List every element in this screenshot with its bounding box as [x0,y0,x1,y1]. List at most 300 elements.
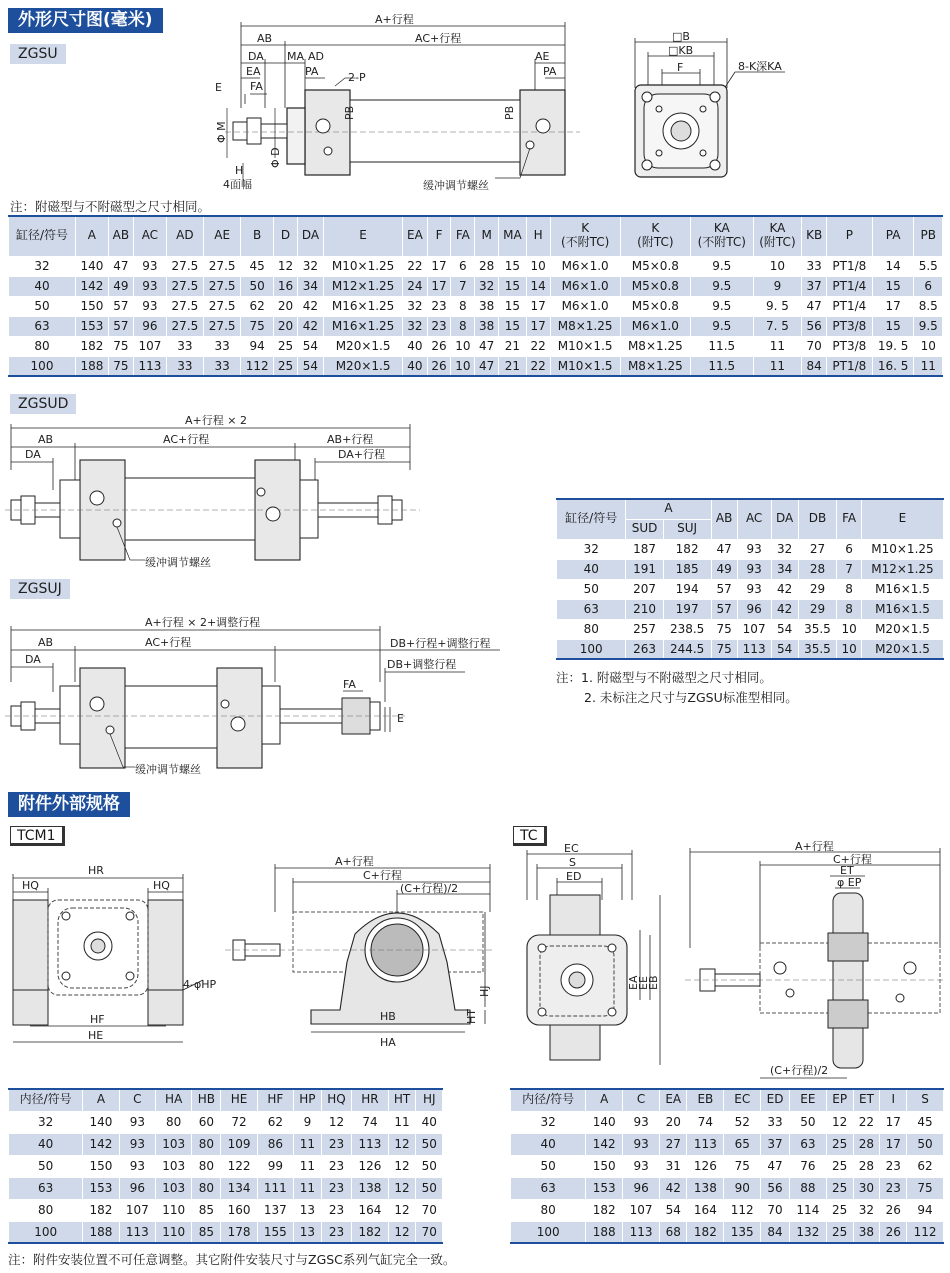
double-cell: 185 [663,559,711,579]
zgsu-cell: M10×1.25 [324,256,403,276]
zgsu-cell: 33 [204,356,241,376]
zgsu-cell: 26 [427,336,451,356]
double-cell: 197 [663,599,711,619]
tc-cell: 132 [789,1221,826,1243]
zgsu-cell: 26 [427,356,451,376]
zgsu-header-7: D [274,216,298,256]
tc-cell: 12 [826,1111,853,1133]
zgsu-cell: 49 [108,276,133,296]
zgsu-cell: 11 [753,336,802,356]
zgsuj-label-da: DA [25,653,41,666]
tcm1-cell: 155 [257,1221,293,1243]
zgsu-label-2p: 2-P [348,71,366,84]
tc-cell: 150 [586,1155,623,1177]
double-cell: 75 [711,639,737,659]
tcm1-cell: 178 [221,1221,257,1243]
double-cell: M20×1.5 [861,619,943,639]
tcm1-cell: 11 [388,1111,416,1133]
zgsu-label-ac-stroke: AC+行程 [415,32,462,45]
tc-label-c-stroke: C+行程 [833,853,872,866]
tc-cell: 188 [586,1221,623,1243]
tcm1-cell: 80 [9,1199,83,1221]
double-cell: 107 [737,619,771,639]
zgsu-cell: M20×1.5 [324,356,403,376]
double-cell: 34 [771,559,798,579]
zgsu-cell: 15 [499,256,527,276]
double-spec-table [556,498,944,660]
tc-label-et: ET [840,864,854,877]
tcm1-cell: 80 [156,1111,192,1133]
tc-cell: 90 [724,1177,761,1199]
zgsu-cell: 93 [134,256,167,276]
tc-cell: 26 [880,1221,907,1243]
tc-header-6: ED [761,1089,790,1111]
zgsu-label-cushion: 缓冲调节螺丝 [423,179,489,192]
zgsu-header-2: AB [108,216,133,256]
tc-cell: 138 [687,1177,724,1199]
zgsud-label-da: DA [25,448,41,461]
tcm1-header-11: HJ [416,1089,443,1111]
tcm1-cell: 12 [388,1221,416,1243]
tcm1-cell: 142 [83,1133,119,1155]
zgsu-cell: PT3/8 [827,316,873,336]
tcm1-cell: 80 [192,1177,221,1199]
tcm1-label-4hp: 4-φHP [183,978,217,991]
zgsu-cell: 140 [76,256,109,276]
zgsu-label-e: E [215,81,222,94]
zgsud-label-a-stroke2: A+行程 × 2 [185,414,247,427]
tcm1-cell: 63 [9,1177,83,1199]
tc-label-ea: EA [627,975,640,990]
zgsu-header-11: F [427,216,451,256]
footer-note: 注：附件安装位置不可任意调整。其它附件安装尺寸与ZGSC系列气缸完全一致。 [8,1252,456,1267]
zgsu-cell: 7. 5 [753,316,802,336]
tc-cell: 182 [586,1199,623,1221]
zgsu-cell: 112 [241,356,274,376]
double-cell: 207 [626,579,663,599]
double-cell: 42 [771,579,798,599]
zgsu-cell: 27.5 [166,296,203,316]
double-cell: 27 [798,539,837,559]
tc-cell: 93 [623,1155,660,1177]
double-header-a: A [626,499,711,519]
tcm1-cell: 164 [352,1199,388,1221]
zgsu-cell: 75 [108,356,133,376]
zgsu-cell: 188 [76,356,109,376]
tcm1-side-view [215,852,500,1052]
zgsu-cell: 33 [802,256,827,276]
double-cell: M20×1.5 [861,639,943,659]
zgsu-header-21: P [827,216,873,256]
tcm1-cell: 86 [257,1133,293,1155]
tc-row [511,1111,944,1133]
double-row [557,619,944,639]
tc-cell: 135 [724,1221,761,1243]
zgsu-row [9,256,943,276]
zgsu-cell: 27.5 [204,256,241,276]
tc-cell: 114 [789,1199,826,1221]
tcm1-cell: 40 [416,1111,443,1133]
zgsu-cell: 25 [274,356,298,376]
zgsu-cell: 182 [76,336,109,356]
zgsu-cell: 33 [166,356,203,376]
zgsu-cell: PT1/8 [827,256,873,276]
tc-side-view [685,838,947,1083]
tc-cell: 93 [623,1111,660,1133]
double-header-sud: SUD [626,519,663,539]
tc-label-ec: EC [564,842,579,855]
zgsu-cell: 153 [76,316,109,336]
zgsu-note: 注：附磁型与不附磁型之尺寸相同。 [10,199,211,214]
tcm1-header-9: HR [352,1089,388,1111]
zgsu-cell: 33 [166,336,203,356]
tcm1-label-c-stroke: C+行程 [363,869,402,882]
zgsu-header-22: PA [872,216,914,256]
tcm1-cell: 23 [321,1133,352,1155]
zgsu-row [9,356,943,376]
tcm1-header-1: A [83,1089,119,1111]
zgsu-cell: 8 [451,316,475,336]
tc-cell: 100 [511,1221,586,1243]
zgsu-cell: 27.5 [166,316,203,336]
zgsu-cell: 150 [76,296,109,316]
zgsu-label-pb-right: PB [503,105,516,120]
tcm1-label-hr: HR [88,864,104,877]
zgsu-cell: 19. 5 [872,336,914,356]
double-row [557,639,944,659]
tc-cell: 142 [586,1133,623,1155]
double-header-db: DB [798,499,837,539]
tc-cell: 164 [687,1199,724,1221]
tcm1-cell: 70 [416,1221,443,1243]
double-cell: 7 [837,559,862,579]
tcm1-cell: 113 [119,1221,155,1243]
tc-cell: 50 [511,1155,586,1177]
zgsu-cell: 10 [451,356,475,376]
zgsu-cell: 6 [451,256,475,276]
tcm1-cell: 99 [257,1155,293,1177]
double-cell: M16×1.5 [861,579,943,599]
tc-row [511,1133,944,1155]
zgsu-cell: M6×1.0 [620,316,690,336]
tc-cell: 40 [511,1133,586,1155]
tc-cell: 42 [660,1177,687,1199]
tcm1-cell: 113 [352,1133,388,1155]
tcm1-tag: TCM1 [10,826,65,846]
zgsu-cell: 15 [872,316,914,336]
tc-cell: 26 [880,1199,907,1221]
tc-cell: 54 [660,1199,687,1221]
tcm1-cell: 93 [119,1133,155,1155]
double-cell: 8 [837,579,862,599]
zgsu-header-14: MA [499,216,527,256]
tcm1-cell: 32 [9,1111,83,1133]
zgsud-label-ab-stroke: AB+行程 [327,433,374,446]
zgsu-cell: 27.5 [204,316,241,336]
zgsu-label-phi-m: Φ M [215,121,228,143]
zgsu-label-4face: 4面幅 [223,178,252,191]
double-cell: 40 [557,559,626,579]
tc-cell: 113 [623,1221,660,1243]
zgsuj-tag: ZGSUJ [10,579,70,599]
zgsu-cell: 11 [914,356,943,376]
double-cell: 187 [626,539,663,559]
zgsu-cell: 38 [475,296,499,316]
double-cell: 35.5 [798,619,837,639]
zgsu-cell: 22 [526,336,550,356]
double-row [557,539,944,559]
tcm1-label-a-stroke: A+行程 [335,855,374,868]
tc-cell: 25 [826,1155,853,1177]
tcm1-header-8: HQ [321,1089,352,1111]
zgsu-cell: 9.5 [690,256,753,276]
zgsu-cell: 10 [753,256,802,276]
tcm1-cell: 23 [321,1199,352,1221]
zgsu-cell: 9.5 [690,316,753,336]
tc-cell: 25 [826,1199,853,1221]
zgsu-label-f: F [677,61,684,74]
tc-cell: 96 [623,1177,660,1199]
zgsu-label-sq-kb: □KB [668,44,694,57]
tcm1-row [9,1221,443,1243]
tc-label-s: S [569,856,576,869]
tc-cell: 63 [511,1177,586,1199]
double-cell: 50 [557,579,626,599]
zgsu-cell: 17 [427,256,451,276]
zgsu-cell: 62 [241,296,274,316]
double-header-da: DA [771,499,798,539]
zgsu-row [9,296,943,316]
zgsu-cell: 47 [108,256,133,276]
tc-cell: 65 [724,1133,761,1155]
tcm1-cell: 12 [388,1155,416,1177]
zgsu-cell: 40 [403,356,427,376]
zgsu-cell: 6 [914,276,943,296]
double-cell: 96 [737,599,771,619]
zgsu-end-view [620,30,790,190]
zgsu-cell: 16. 5 [872,356,914,376]
zgsu-cell: 27.5 [204,296,241,316]
tc-cell: 75 [907,1177,944,1199]
zgsud-tag: ZGSUD [10,394,76,414]
tc-cell: 37 [761,1133,790,1155]
zgsu-cell: 107 [134,336,167,356]
zgsu-cell: 15 [872,276,914,296]
tcm1-cell: 50 [9,1155,83,1177]
tcm1-cell: 23 [321,1177,352,1199]
tcm1-cell: 9 [294,1111,322,1133]
tcm1-cell: 122 [221,1155,257,1177]
tcm1-cell: 103 [156,1133,192,1155]
tc-cell: 45 [907,1111,944,1133]
zgsu-cell: 15 [499,316,527,336]
double-cell: 6 [837,539,862,559]
zgsu-cell: PT1/4 [827,296,873,316]
double-cell: 191 [626,559,663,579]
zgsuj-label-db-stroke-adj: DB+行程+调整行程 [390,637,491,650]
zgsu-cell: 28 [475,256,499,276]
zgsu-cell: PT1/4 [827,276,873,296]
zgsu-cell: 7 [451,276,475,296]
tc-cell: 17 [880,1133,907,1155]
double-cell: 42 [771,599,798,619]
tcm1-header-7: HP [294,1089,322,1111]
zgsu-cell: M5×0.8 [620,256,690,276]
zgsu-cell: 142 [76,276,109,296]
tcm1-label-hb: HB [380,1010,396,1023]
double-cell: 29 [798,579,837,599]
double-cell: 57 [711,599,737,619]
zgsu-cell: 22 [403,256,427,276]
zgsu-cell: 17 [427,276,451,296]
zgsu-cell: M12×1.25 [324,276,403,296]
double-header-e: E [861,499,943,539]
tcm1-label-hj: HJ [478,985,491,997]
zgsu-row [9,276,943,296]
zgsu-cell: 93 [134,276,167,296]
zgsu-cell: 10 [526,256,550,276]
zgsud-label-da-stroke: DA+行程 [338,448,386,461]
tc-cell: 126 [687,1155,724,1177]
tcm1-header-6: HF [257,1089,293,1111]
zgsu-cell: M20×1.5 [324,336,403,356]
tcm1-cell: 140 [83,1111,119,1133]
zgsu-cell: 11 [753,356,802,376]
tc-cell: 112 [907,1221,944,1243]
zgsu-cell: 32 [9,256,76,276]
zgsu-cell: 56 [802,316,827,336]
zgsu-header-0: 缸径/符号 [9,216,76,256]
tc-cell: 56 [761,1177,790,1199]
tc-cell: 28 [853,1155,880,1177]
tcm1-cell: 182 [352,1221,388,1243]
zgsu-row [9,316,943,336]
tcm1-cell: 85 [192,1199,221,1221]
zgsu-header-4: AD [166,216,203,256]
tc-header-4: EB [687,1089,724,1111]
double-cell: 100 [557,639,626,659]
zgsu-label-ab: AB [257,32,273,45]
double-cell: 75 [711,619,737,639]
double-cell: 210 [626,599,663,619]
zgsu-cell: 100 [9,356,76,376]
tcm1-label-he: HE [88,1029,104,1042]
zgsu-cell: 50 [9,296,76,316]
tc-cell: 20 [660,1111,687,1133]
tcm1-label-ht: HT [465,1009,478,1024]
tcm1-cell: 23 [321,1155,352,1177]
double-row [557,559,944,579]
tc-cell: 80 [511,1199,586,1221]
tc-tag: TC [513,826,547,846]
zgsu-label-ad: AD [308,50,324,63]
tcm1-cell: 50 [416,1155,443,1177]
tcm1-label-hq2: HQ [153,879,170,892]
zgsu-label-ea: EA [246,65,261,78]
zgsu-side-drawing [205,8,585,194]
double-cell: 63 [557,599,626,619]
tc-label-ee: EE [637,976,650,990]
tcm1-cell: 12 [388,1177,416,1199]
double-cell: 28 [798,559,837,579]
tc-cell: 93 [623,1133,660,1155]
tc-cell: 68 [660,1221,687,1243]
zgsu-cell: M6×1.0 [550,296,620,316]
zgsu-cell: 24 [403,276,427,296]
tc-label-ed: ED [566,870,582,883]
tcm1-row [9,1155,443,1177]
zgsu-cell: M16×1.25 [324,296,403,316]
tc-header-9: ET [853,1089,880,1111]
zgsu-cell: 11.5 [690,356,753,376]
zgsu-cell: 80 [9,336,76,356]
zgsu-cell: 40 [403,336,427,356]
zgsu-header-18: KA (不附TC) [690,216,753,256]
tcm1-cell: 93 [119,1155,155,1177]
zgsu-cell: 33 [204,336,241,356]
tc-front-view [512,840,662,1070]
zgsu-cell: 63 [9,316,76,336]
tcm1-row [9,1111,443,1133]
tcm1-label-c-half: (C+行程)/2 [400,882,459,895]
tc-cell: 50 [907,1133,944,1155]
zgsu-cell: 21 [499,336,527,356]
double-cell: 10 [837,639,862,659]
zgsu-cell: M5×0.8 [620,276,690,296]
zgsu-cell: 9 [753,276,802,296]
zgsu-cell: 10 [451,336,475,356]
zgsu-header-19: KA (附TC) [753,216,802,256]
accessory-section-title: 附件外部规格 [8,792,130,817]
tcm1-header-3: HA [156,1089,192,1111]
double-cell: 194 [663,579,711,599]
zgsu-cell: 54 [297,336,323,356]
zgsu-cell: 17 [526,316,550,336]
zgsu-cell: 47 [475,356,499,376]
tc-label-c-half: (C+行程)/2 [770,1064,829,1077]
double-cell: 32 [771,539,798,559]
zgsuj-label-e: E [397,712,404,725]
tcm1-label-hf: HF [90,1013,105,1026]
zgsu-cell: 23 [427,316,451,336]
zgsu-cell: 93 [134,296,167,316]
tcm1-cell: 85 [192,1221,221,1243]
tcm1-cell: 188 [83,1221,119,1243]
zgsu-cell: M16×1.25 [324,316,403,336]
zgsu-row [9,336,943,356]
zgsu-cell: 38 [475,316,499,336]
zgsu-cell: 5.5 [914,256,943,276]
double-cell: M16×1.5 [861,599,943,619]
tcm1-cell: 12 [388,1199,416,1221]
zgsu-header-8: DA [297,216,323,256]
double-header-ac: AC [737,499,771,539]
zgsu-header-1: A [76,216,109,256]
double-header-fa: FA [837,499,862,539]
zgsu-cell: 20 [274,296,298,316]
zgsu-cell: PT3/8 [827,336,873,356]
double-row [557,579,944,599]
zgsu-header-12: FA [451,216,475,256]
double-cell: 263 [626,639,663,659]
zgsu-label-phi-d: Φ D [269,147,282,168]
zgsu-header-23: PB [914,216,943,256]
tcm1-header-0: 内径/符号 [9,1089,83,1111]
zgsu-header-5: AE [204,216,241,256]
double-cell: 93 [737,559,771,579]
tc-label-eb: EB [647,975,660,990]
tc-cell: 113 [687,1133,724,1155]
